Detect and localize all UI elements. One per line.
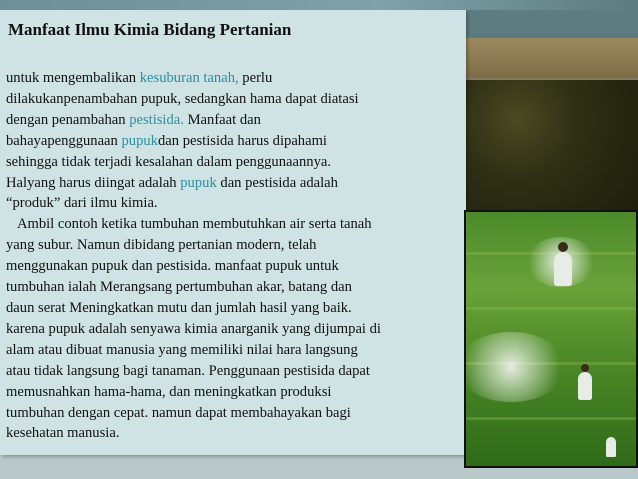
body-text-segment: untuk mengembalikan xyxy=(6,70,137,86)
farmer-figure xyxy=(554,252,572,286)
body-text-segment: dengan penambahan xyxy=(6,111,130,128)
body-text-segment: karena pupuk adalah senyawa kimia anarganik yang dijumpai di xyxy=(6,320,381,337)
body-text-segment: “produk” dari ilmu kimia. xyxy=(6,195,158,212)
body-text-segment: sehingga tidak terjadi kesalahan dalam penggunaannya. xyxy=(6,153,331,170)
body-line xyxy=(6,423,464,444)
body-text-segment: kesehatan manusia. xyxy=(6,425,120,442)
body-text-segment: perlu xyxy=(238,70,273,86)
body-line xyxy=(6,89,464,110)
body-text-segment: dan pestisida adalah xyxy=(216,174,338,191)
hyperlink-text[interactable]: kesuburan tanah, xyxy=(136,70,239,86)
body-text-segment: menggunakan pupuk dan pestisida. manfaat pupuk untuk xyxy=(6,258,339,275)
body-line xyxy=(6,361,464,382)
background-trees xyxy=(466,80,638,210)
hyperlink-text[interactable]: pestisida. xyxy=(129,111,184,128)
body-text-segment: yang subur. Namun dibidang pertanian modern, telah xyxy=(6,237,317,254)
body-line xyxy=(6,319,464,340)
body-text-segment: atau tidak langsung bagi tanaman. Penggunaan pestisida dapat xyxy=(6,362,370,379)
body-line xyxy=(6,382,464,403)
body-text-segment: Manfaat dan xyxy=(183,111,261,128)
hyperlink-text[interactable]: pupuk xyxy=(117,132,158,149)
body-line xyxy=(6,340,464,361)
body-text-segment: dilakukanpenambahan pupuk, sedangkan hama dapat diatasi xyxy=(6,90,359,107)
body-text-segment: Ambil contoh ketika tumbuhan membutuhkan air serta tanah xyxy=(6,216,372,233)
body-line xyxy=(6,235,464,256)
farmer-figure xyxy=(606,437,616,457)
pesticide-spray-mist xyxy=(464,332,566,402)
background-top-strip xyxy=(0,0,638,10)
body-line xyxy=(6,256,464,277)
background-hills xyxy=(466,38,638,78)
text-panel xyxy=(0,10,466,455)
body-text-segment: tumbuhan dengan cepat. namun dapat membahayakan bagi xyxy=(6,404,351,421)
body-line xyxy=(6,173,464,194)
rice-field-spraying-photo xyxy=(464,210,638,468)
body-line xyxy=(6,152,464,173)
farmer-figure xyxy=(578,372,592,400)
body-line xyxy=(6,193,464,214)
body-text-segment: daun serat Meningkatkan mutu dan jumlah hasil yang baik. xyxy=(6,299,352,316)
body-text-segment: memusnahkan hama-hama, dan meningkatkan produksi xyxy=(6,383,332,400)
background-landscape-image xyxy=(466,10,638,210)
body-line xyxy=(6,298,464,319)
body-line xyxy=(6,110,464,131)
body-line xyxy=(6,68,464,89)
body-text-segment: dan pestisida harus dipahami xyxy=(157,132,327,149)
body-line xyxy=(6,277,464,298)
hyperlink-text[interactable]: pupuk xyxy=(176,174,217,191)
body-text-segment: tumbuhan ialah Merangsang pertumbuhan akar, batang dan xyxy=(6,279,352,296)
farmer-head xyxy=(558,242,568,252)
body-text-segment: bahayapenggunaan xyxy=(6,132,118,149)
body-line xyxy=(6,214,464,235)
body-line xyxy=(6,131,464,152)
farmer-head xyxy=(581,364,589,372)
slide-body-text xyxy=(6,68,464,444)
body-text-segment: Halyang harus diingat adalah xyxy=(6,174,177,191)
slide-title: Manfaat Ilmu Kimia Bidang Pertanian xyxy=(8,20,292,39)
body-line xyxy=(6,403,464,424)
body-text-segment: alam atau dibuat manusia yang memiliki nilai hara langsung xyxy=(6,341,358,358)
